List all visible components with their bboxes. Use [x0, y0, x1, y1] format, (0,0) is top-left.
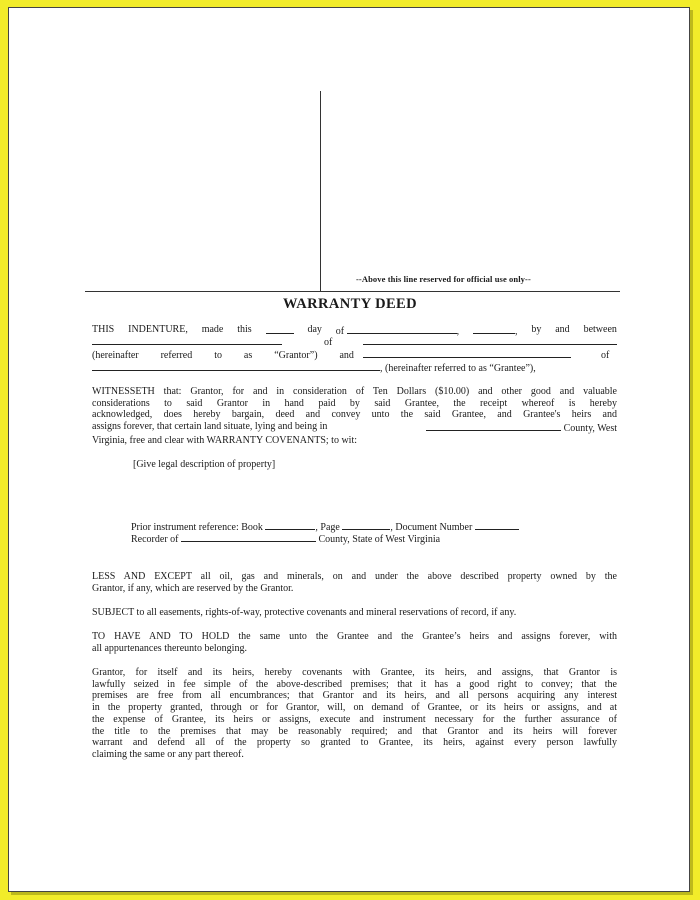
- county-blank[interactable]: [426, 421, 561, 431]
- document-title: WARRANTY DEED: [283, 296, 417, 312]
- indenture-line-3: (hereinafter referred to as “Grantor”) and: [92, 350, 354, 361]
- of-label-1: of: [324, 337, 333, 348]
- witnesseth-paragraph: WITNESSETH that: Grantor, for and in consideration of Ten Dollars ($10.00) and other good and valuable considerations to said Grantor in hand paid by said Grantee, the receipt whereof is hereby acknowledged, does hereby bargain, deed and convey unto the said Grantee, and Grantee's heirs and assigns forever, that certain land situate, lying and being in County, West Virginia, free and clear with WARRANTY COVENANTS; to wit:: [92, 386, 617, 446]
- legal-description-placeholder: [Give legal description of property]: [133, 459, 276, 470]
- grantor-address-line: [363, 335, 617, 349]
- covenants-paragraph: Grantor, for itself and its heirs, hereby covenants with Grantee, its heirs, and assigns, that Grantor is lawfully seized in fee simple of the above-described premises; that it has a good right to convey; that the premises are free from all encumbrances; that Grantor and its heirs, and all persons acquiring any interest in the property granted, through or for Grantor, will, on demand of Grantee, or its heirs or assigns, and at the expense of Grantee, its heirs or assigns, execute and instrument necessary for the further assurance of the title to the premises that may be reasonably required; and that Grantor and its heirs will forever warrant and defend all of the property so granted to Grantee, its heirs, against every person lawfully claiming the same or any part thereof.: [92, 667, 617, 760]
- of-label-2: of: [601, 350, 610, 361]
- indenture-line-1: THIS INDENTURE, made this day of , , by and between: [92, 324, 617, 337]
- recorder-line: Recorder of County, State of West Virginia: [131, 534, 441, 545]
- grantor-address-blank[interactable]: [363, 335, 617, 345]
- have-and-hold-paragraph: TO HAVE AND TO HOLD the same unto the Grantee and the Grantee’s heirs and assigns forever, with all appurtenances thereunto belonging.: [92, 631, 617, 654]
- book-blank[interactable]: [265, 520, 315, 530]
- less-except-paragraph: LESS AND EXCEPT all oil, gas and minerals, on and under the above described property owned by the Grantor, if any, which are reserved by the Grantor.: [92, 571, 617, 594]
- subject-paragraph: SUBJECT to all easements, rights-of-way, protective covenants and mineral reservations of record, if any.: [92, 607, 517, 618]
- month-blank[interactable]: [347, 324, 457, 334]
- page-blank[interactable]: [342, 520, 390, 530]
- document-page: [8, 7, 690, 892]
- reserved-area-rule: [85, 291, 620, 292]
- grantee-name-line: [363, 348, 571, 362]
- year-blank[interactable]: [473, 324, 515, 334]
- grantor-name-blank[interactable]: [92, 335, 282, 345]
- grantee-address-blank[interactable]: [92, 361, 380, 371]
- day-blank[interactable]: [266, 324, 294, 334]
- recording-area-divider: [320, 91, 321, 291]
- prior-reference-line: Prior instrument reference: Book , Page , Document Number: [131, 520, 519, 534]
- document-number-blank[interactable]: [475, 520, 519, 530]
- grantee-address-line: , (hereinafter referred to as “Grantee”),: [92, 361, 536, 375]
- reserved-area-note: --Above this line reserved for official use only--: [356, 274, 531, 284]
- grantee-name-blank[interactable]: [363, 348, 571, 358]
- recorder-county-blank[interactable]: [181, 532, 316, 542]
- grantor-name-line: [92, 335, 282, 349]
